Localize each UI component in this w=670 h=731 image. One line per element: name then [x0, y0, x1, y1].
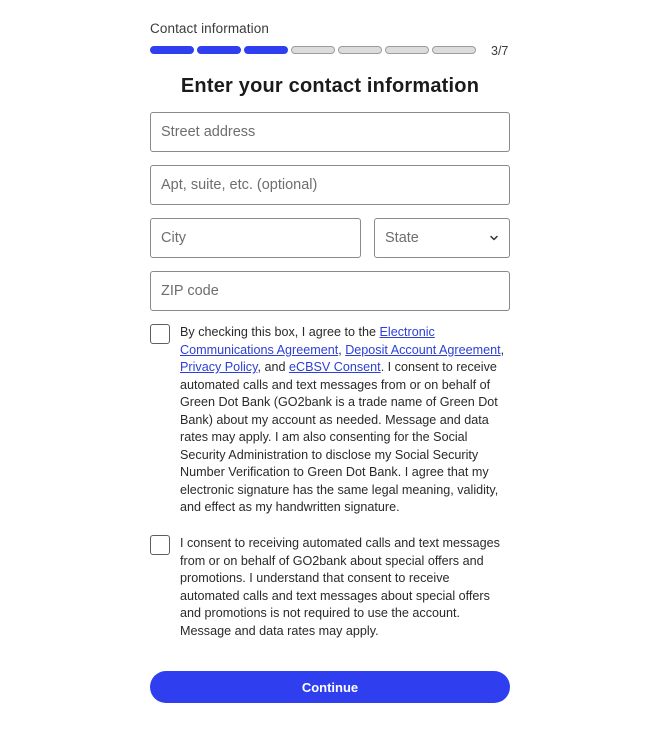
continue-button[interactable]: Continue [150, 671, 510, 703]
deposit-account-agreement-link[interactable]: Deposit Account Agreement [345, 342, 501, 357]
state-select-value: State [385, 230, 419, 246]
state-select[interactable] [374, 218, 510, 258]
progress-segment-1 [150, 46, 194, 54]
link-separator: , [338, 342, 346, 357]
privacy-policy-link[interactable]: Privacy Policy [180, 360, 258, 374]
progress-bar [150, 46, 510, 56]
marketing-consent-text: I consent to receiving automated calls and text messages from or on behalf of GO2bank about special offers and promotions. I understand that consent to receive automated calls and text messages about special offers and promotions is not required to use the account. Message and data rates may apply. [180, 536, 500, 638]
step-counter: 3/7 [491, 44, 509, 58]
progress-segment-4 [291, 46, 335, 54]
agreement-intro: By checking this box, I agree to the [180, 325, 380, 339]
electronic-communications-agreement-link[interactable]: Electronic Communications Agreement [180, 325, 435, 357]
section-label: Contact information [150, 21, 269, 36]
agreement-consent-text [180, 324, 512, 517]
city-input[interactable] [151, 219, 360, 257]
apt-suite-input[interactable] [151, 166, 509, 204]
chevron-down-icon [489, 233, 499, 243]
progress-segment-7 [432, 46, 476, 54]
agreement-checkbox[interactable] [150, 324, 170, 344]
page-title: Enter your contact information [180, 75, 480, 97]
city-field [150, 218, 361, 258]
zip-code-input[interactable] [151, 272, 509, 310]
ecbsv-consent-link[interactable]: eCBSV Consent [288, 360, 381, 374]
marketing-checkbox[interactable] [150, 535, 170, 555]
link-separator: , [500, 342, 505, 357]
zip-code-field [150, 271, 510, 311]
street-address-field [150, 112, 510, 152]
link-separator: , and [257, 360, 289, 374]
apt-suite-field [150, 165, 510, 205]
agreement-body: . I consent to receive automated calls and text messages from or on behalf of Green Dot Bank (GO2bank is a trade name of Green Dot Bank) about my account as needed. Message and data rates may apply. I am also consenting for the Social Security Administration to disclose my Social Security Number Verification to Green Dot Bank. I agree that my electronic signature has the same legal meaning, validity, and effect as my handwritten signature. [180, 360, 499, 514]
progress-segment-2 [197, 46, 241, 54]
progress-segment-3 [244, 46, 288, 54]
progress-segment-6 [385, 46, 429, 54]
progress-segment-5 [338, 46, 382, 54]
street-address-input[interactable] [151, 113, 509, 151]
